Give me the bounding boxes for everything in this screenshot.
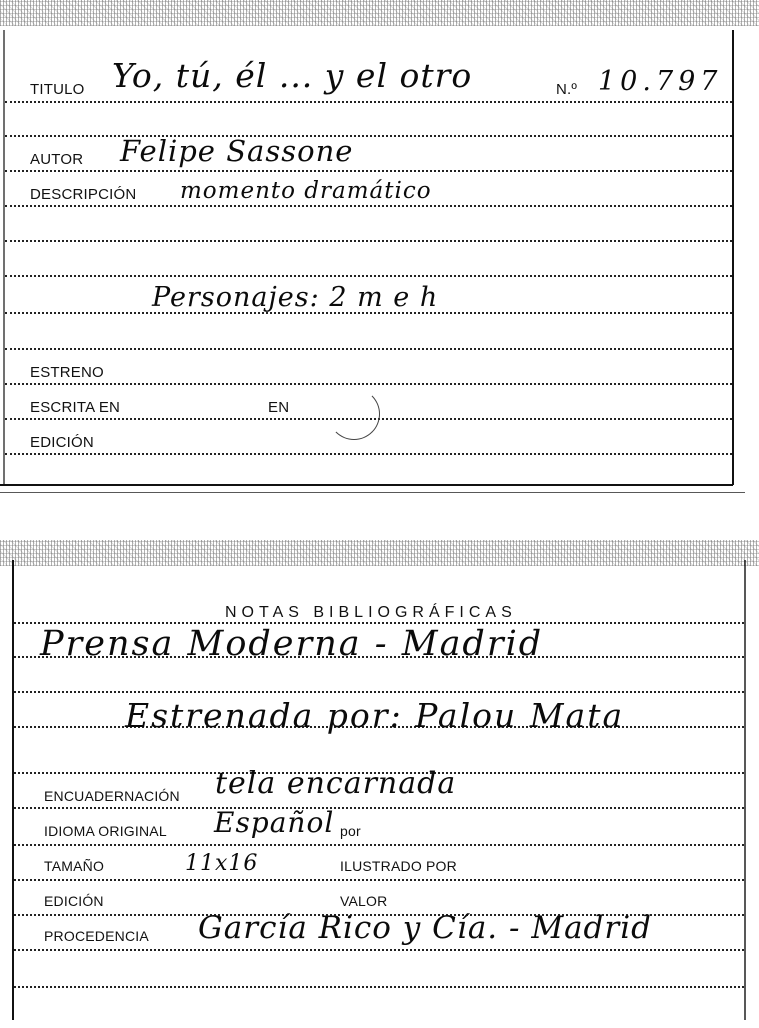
idioma-label: IDIOMA ORIGINAL: [44, 823, 167, 839]
rule: [14, 949, 744, 951]
rule: [5, 275, 732, 277]
catalog-card-bottom: [0, 566, 759, 1028]
card-top-right-border: [732, 30, 734, 485]
rule: [14, 807, 744, 809]
numero-label: N.º: [556, 81, 578, 98]
rule: [5, 348, 732, 350]
card-bottom-left-border: [12, 560, 14, 1020]
encuadernacion-value: tela encarnada: [215, 766, 457, 801]
rule: [14, 691, 744, 693]
card-top-bottom-border: [0, 484, 733, 486]
catalog-card-top: [0, 0, 759, 500]
note-line-1: Prensa Moderna - Madrid: [40, 624, 544, 664]
procedencia-label: PROCEDENCIA: [44, 928, 149, 944]
procedencia-value: García Rico y Cía. - Madrid: [198, 910, 652, 946]
rule: [14, 986, 744, 988]
autor-value: Felipe Sassone: [120, 134, 354, 168]
idioma-value: Español: [214, 806, 335, 839]
scan-noise-bottom: [0, 540, 759, 566]
tamano-label: TAMAÑO: [44, 858, 105, 874]
punch-hole-mark: [328, 388, 380, 440]
ilustrado-label: ILUSTRADO POR: [340, 858, 457, 874]
autor-label: AUTOR: [30, 151, 84, 168]
estreno-label: ESTRENO: [30, 364, 104, 381]
rule: [5, 205, 732, 207]
personajes-note: Personajes: 2 m e h: [152, 282, 439, 313]
edicion-label: EDICIÓN: [30, 434, 94, 451]
rule: [5, 383, 732, 385]
rule: [14, 879, 744, 881]
numero-value: 10.797: [598, 66, 723, 97]
en-label: EN: [268, 399, 290, 416]
tamano-value: 11x16: [185, 851, 259, 876]
edicion-bottom-label: EDICIÓN: [44, 893, 104, 909]
rule: [5, 240, 732, 242]
rule: [5, 101, 732, 103]
rule: [5, 453, 732, 455]
card-top-left-border: [3, 30, 5, 485]
encuadernacion-label: ENCUADERNACIÓN: [44, 788, 180, 804]
valor-label: VALOR: [340, 893, 388, 909]
card-bottom-right-border: [744, 560, 746, 1020]
scan-noise-top: [0, 0, 759, 26]
notas-heading: NOTAS BIBLIOGRÁFICAS: [225, 604, 517, 621]
card-top-outer-line: [0, 492, 745, 493]
rule: [5, 135, 732, 137]
rule: [5, 170, 732, 172]
titulo-label: TITULO: [30, 81, 85, 98]
note-line-2: Estrenada por: Palou Mata: [125, 696, 625, 735]
descripcion-label: DESCRIPCIÓN: [30, 186, 137, 203]
rule: [14, 844, 744, 846]
escrita-en-label: ESCRITA EN: [30, 399, 121, 416]
por-label: por: [340, 823, 361, 839]
titulo-value: Yo, tú, él ... y el otro: [112, 56, 473, 95]
descripcion-value: momento dramático: [180, 178, 432, 204]
